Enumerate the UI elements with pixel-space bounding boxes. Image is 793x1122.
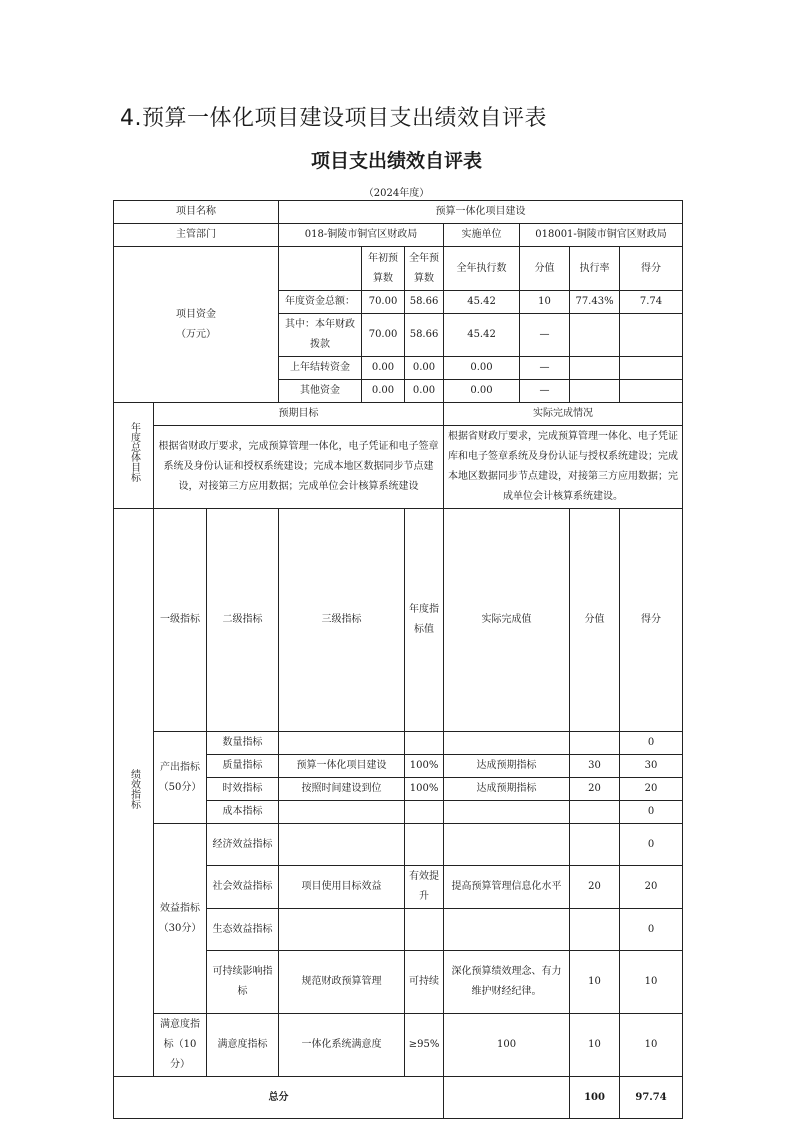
funds-row-executed: 45.42 (444, 291, 520, 314)
funds-row-score (620, 357, 683, 380)
funds-row-executed: 0.00 (444, 357, 520, 380)
indicator-target (405, 801, 444, 824)
funds-row-score-value: 10 (520, 291, 570, 314)
indicator-l2: 成本指标 (207, 801, 279, 824)
impl-label: 实施单位 (444, 224, 520, 247)
indicator-l2: 社会效益指标 (207, 866, 279, 909)
indicator-l3 (279, 824, 405, 866)
indicator-score: 0 (620, 732, 683, 755)
funds-row-executed: 0.00 (444, 380, 520, 403)
year-note: （2024年度） (363, 188, 430, 199)
funds-unit: （万元） (176, 328, 217, 340)
indicator-l2: 生态效益指标 (207, 909, 279, 951)
indicator-score: 0 (620, 909, 683, 951)
funds-row-score-value: — (520, 357, 570, 380)
indicator-l2: 时效指标 (207, 778, 279, 801)
project-name-value: 预算一体化项目建设 (279, 201, 683, 224)
funds-row-annual: 0.00 (405, 357, 444, 380)
funds-row-executed: 45.42 (444, 314, 520, 357)
indicator-target (405, 732, 444, 755)
total-blank (444, 1077, 570, 1119)
funds-header-score-value: 分值 (520, 247, 570, 291)
indicator-group-label: 产出指标（50分） (154, 732, 207, 824)
funds-row-annual: 0.00 (405, 380, 444, 403)
impl-value: 018001-铜陵市铜官区财政局 (520, 224, 683, 247)
indicator-score: 20 (620, 778, 683, 801)
table-title: 项目支出绩效自评表 (310, 150, 482, 172)
funds-header-score: 得分 (620, 247, 683, 291)
indicator-header-score-value: 分值 (570, 509, 620, 732)
indicator-row (114, 1014, 683, 1077)
indicator-actual: 达成预期指标 (444, 755, 570, 778)
indicator-l2: 经济效益指标 (207, 824, 279, 866)
row-goals-header (114, 403, 683, 426)
indicator-header-level3: 三级指标 (279, 509, 405, 732)
indicator-actual (444, 801, 570, 824)
funds-label-cell (114, 247, 279, 403)
goals-expected-header: 预期目标 (154, 403, 444, 426)
indicator-score-value (570, 732, 620, 755)
funds-row-initial: 70.00 (362, 291, 405, 314)
indicator-target: 可持续 (405, 951, 444, 1014)
funds-row-rate (570, 380, 620, 403)
funds-row-score (620, 380, 683, 403)
row-department (114, 224, 683, 247)
indicator-l2: 数量指标 (207, 732, 279, 755)
indicator-score: 10 (620, 951, 683, 1014)
goals-label-cell (114, 403, 154, 509)
indicator-score-value: 10 (570, 1014, 620, 1077)
funds-row-annual: 58.66 (405, 291, 444, 314)
funds-row-score-value: — (520, 380, 570, 403)
indicator-target (405, 909, 444, 951)
indicator-actual: 深化预算绩效理念、有力维护财经纪律。 (444, 951, 570, 1014)
indicators-label-cell (114, 509, 154, 1077)
funds-row-name: 上年结转资金 (279, 357, 362, 380)
row-project-name (114, 201, 683, 224)
funds-row-name: 年度资金总额： (279, 291, 362, 314)
dept-value: 018-铜陵市铜官区财政局 (279, 224, 444, 247)
indicator-group-label: 效益指标（30分） (154, 824, 207, 1014)
indicator-target (405, 824, 444, 866)
total-score: 97.74 (620, 1077, 683, 1119)
goals-actual-text: 根据省财政厅要求，完成预算管理一体化、电子凭证库和电子签章系统及身份认证与授权系统建设；完成本地区数据同步节点建设，对接第三方应用数据；完成单位会计核算系统建设。 (444, 426, 683, 509)
funds-header-annual: 全年预算数 (405, 247, 444, 291)
funds-row-name: 其他资金 (279, 380, 362, 403)
indicator-group-label: 满意度指标（10分） (154, 1014, 207, 1077)
indicator-score: 30 (620, 755, 683, 778)
indicator-l3 (279, 801, 405, 824)
funds-row-rate: 77.43% (570, 291, 620, 314)
indicator-row (114, 732, 683, 755)
indicator-header-level2: 二级指标 (207, 509, 279, 732)
indicator-score-value: 10 (570, 951, 620, 1014)
indicator-target: 100% (405, 778, 444, 801)
indicators-label: 绩效指标 (128, 768, 140, 809)
funds-row-annual: 58.66 (405, 314, 444, 357)
goals-label: 年度总体目标 (128, 421, 140, 482)
funds-row-name: 其中：本年财政拨款 (279, 314, 362, 357)
indicator-score: 20 (620, 866, 683, 909)
indicator-header-score: 得分 (620, 509, 683, 732)
indicator-actual: 提高预算管理信息化水平 (444, 866, 570, 909)
indicator-actual (444, 824, 570, 866)
document-heading: 4.预算一体化项目建设项目支出绩效自评表 (120, 106, 547, 131)
indicator-score: 0 (620, 801, 683, 824)
indicator-l3 (279, 909, 405, 951)
funds-header-rate: 执行率 (570, 247, 620, 291)
indicator-l2: 可持续影响指标 (207, 951, 279, 1014)
indicator-actual (444, 732, 570, 755)
indicator-target: ≥95% (405, 1014, 444, 1077)
indicator-actual (444, 909, 570, 951)
funds-row-score (620, 314, 683, 357)
indicator-header-actual: 实际完成值 (444, 509, 570, 732)
total-label: 总分 (114, 1077, 444, 1119)
funds-header-blank (279, 247, 362, 291)
funds-header-initial: 年初预算数 (362, 247, 405, 291)
indicator-l3: 按照时间建设到位 (279, 778, 405, 801)
indicator-score-value (570, 801, 620, 824)
funds-row-rate (570, 314, 620, 357)
indicator-score-value: 20 (570, 866, 620, 909)
indicator-score-value (570, 824, 620, 866)
indicator-score-value: 20 (570, 778, 620, 801)
indicator-score: 0 (620, 824, 683, 866)
indicator-actual: 100 (444, 1014, 570, 1077)
funds-row-rate (570, 357, 620, 380)
row-total (114, 1077, 683, 1119)
indicator-header-level1: 一级指标 (154, 509, 207, 732)
indicator-l3: 预算一体化项目建设 (279, 755, 405, 778)
project-name-label: 项目名称 (114, 201, 279, 224)
goals-actual-header: 实际完成情况 (444, 403, 683, 426)
indicator-actual: 达成预期指标 (444, 778, 570, 801)
indicator-header-target: 年度指标值 (405, 509, 444, 732)
goals-expected-text: 根据省财政厅要求，完成预算管理一体化，电子凭证和电子签章系统及身份认证和授权系统建设；完成本地区数据同步节点建设，对接第三方应用数据；完成单位会计核算系统建设 (154, 426, 444, 509)
indicator-row (114, 824, 683, 866)
row-indicator-header (114, 509, 683, 732)
performance-table (113, 200, 683, 1119)
indicator-l3: 规范财政预算管理 (279, 951, 405, 1014)
row-goals-text (114, 426, 683, 509)
indicator-l3 (279, 732, 405, 755)
indicator-target: 有效提升 (405, 866, 444, 909)
dept-label: 主管部门 (114, 224, 279, 247)
funds-label: 项目资金 (176, 308, 217, 320)
indicator-score-value (570, 909, 620, 951)
indicator-target: 100% (405, 755, 444, 778)
funds-row-initial: 0.00 (362, 380, 405, 403)
row-funds-header (114, 247, 683, 291)
indicator-l3: 一体化系统满意度 (279, 1014, 405, 1077)
indicator-score-value: 30 (570, 755, 620, 778)
indicator-l2: 满意度指标 (207, 1014, 279, 1077)
funds-row-initial: 70.00 (362, 314, 405, 357)
total-score-value: 100 (570, 1077, 620, 1119)
funds-row-initial: 0.00 (362, 357, 405, 380)
funds-header-executed: 全年执行数 (444, 247, 520, 291)
funds-row-score: 7.74 (620, 291, 683, 314)
indicator-l3: 项目使用目标效益 (279, 866, 405, 909)
indicator-l2: 质量指标 (207, 755, 279, 778)
funds-row-score-value: — (520, 314, 570, 357)
indicator-score: 10 (620, 1014, 683, 1077)
